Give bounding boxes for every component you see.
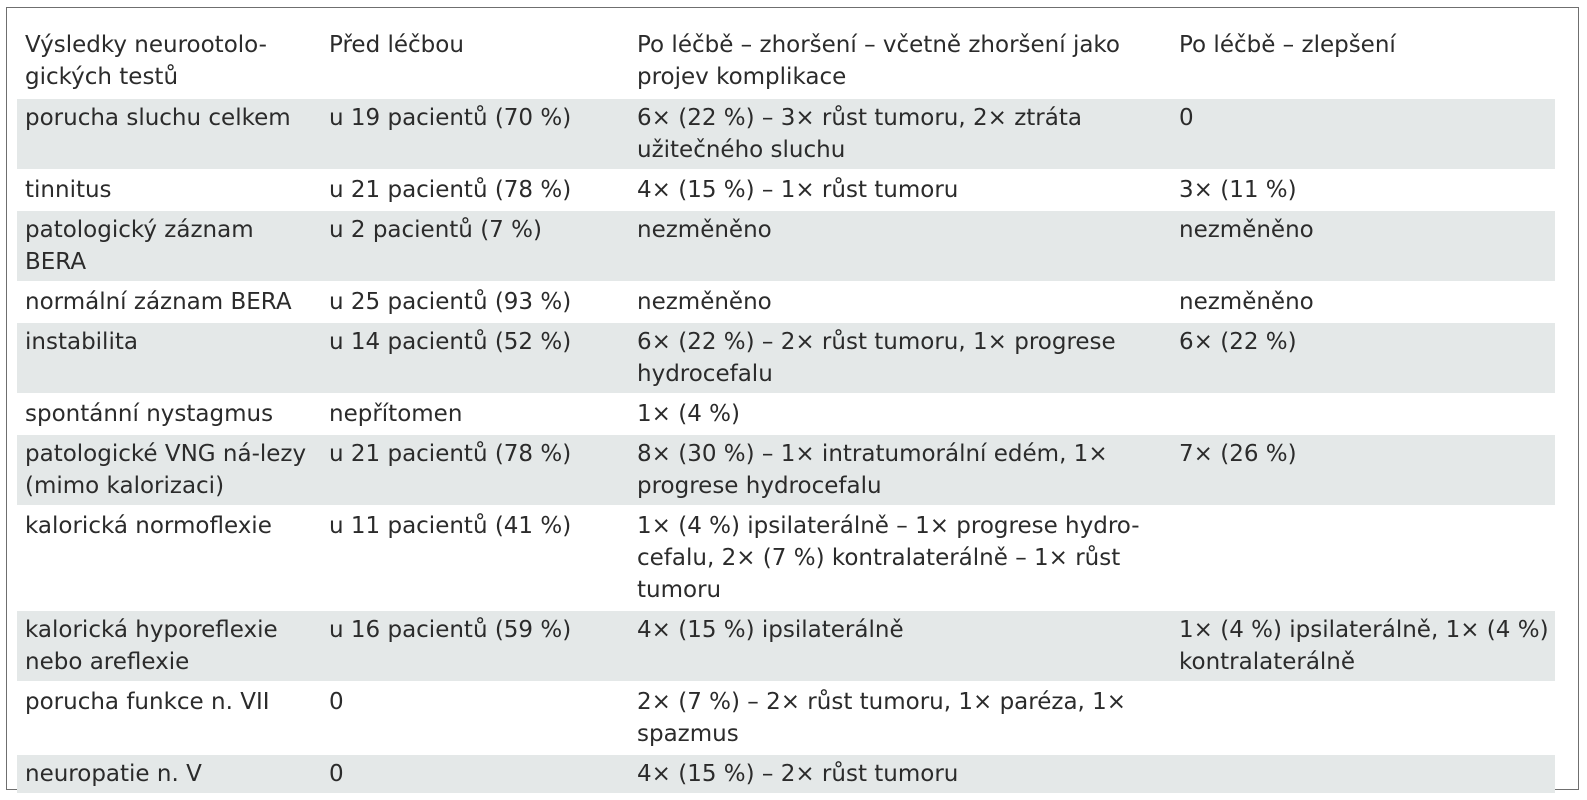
- cell-worse: 4× (15 %) – 2× růst tumoru: [637, 761, 959, 787]
- cell-test: porucha funkce n. VII: [25, 689, 270, 715]
- cell-before: 0: [329, 761, 344, 787]
- header-tests: Výsledky neurootolo-gických testů: [25, 32, 267, 90]
- cell-test: kalorická normoflexie: [25, 513, 272, 539]
- cell-test: kalorická hyporeflexie nebo areflexie: [25, 617, 278, 675]
- cell-worse: 2× (7 %) – 2× růst tumoru, 1× paréza, 1× spazmus: [637, 689, 1127, 747]
- cell-test: patologický záznam BERA: [25, 217, 254, 275]
- cell-before: u 21 pacientů (78 %): [329, 177, 572, 203]
- cell-test: normální záznam BERA: [25, 289, 292, 315]
- cell-worse: 6× (22 %) – 2× růst tumoru, 1× progrese hydrocefalu: [637, 329, 1116, 387]
- table-row: [17, 682, 1555, 754]
- cell-test: neuropatie n. V: [25, 761, 202, 787]
- cell-better: 3× (11 %): [1179, 177, 1297, 203]
- cell-before: u 25 pacientů (93 %): [329, 289, 572, 315]
- table-row: [17, 170, 1555, 210]
- cell-test: porucha sluchu celkem: [25, 105, 291, 131]
- cell-test: instabilita: [25, 329, 138, 355]
- header-after-better: Po léčbě – zlepšení: [1179, 32, 1396, 58]
- cell-worse: nezměněno: [637, 217, 772, 243]
- cell-before: u 14 pacientů (52 %): [329, 329, 572, 355]
- cell-test: patologické VNG ná-lezy (mimo kalorizaci): [25, 441, 307, 499]
- cell-before: 0: [329, 689, 344, 715]
- cell-better: [1171, 754, 1555, 793]
- cell-better: [1171, 394, 1555, 434]
- results-table: [17, 23, 1555, 793]
- cell-before: u 21 pacientů (78 %): [329, 441, 572, 467]
- cell-worse: nezměněno: [637, 289, 772, 315]
- table-row: [17, 506, 1555, 610]
- header-before: Před léčbou: [329, 32, 464, 58]
- cell-test: spontánní nystagmus: [25, 401, 274, 427]
- table-row: [17, 210, 1555, 282]
- cell-worse: 1× (4 %): [637, 401, 740, 427]
- cell-before: u 11 pacientů (41 %): [329, 513, 572, 539]
- cell-before: u 16 pacientů (59 %): [329, 617, 572, 643]
- table-row: [17, 322, 1555, 394]
- cell-better: nezměněno: [1179, 289, 1314, 315]
- cell-better: nezměněno: [1179, 217, 1314, 243]
- header-after-worse: Po léčbě – zhoršení – včetně zhoršení jako projev komplikace: [637, 32, 1120, 90]
- cell-before: nepřítomen: [329, 401, 463, 427]
- cell-better: 7× (26 %): [1179, 441, 1297, 467]
- table-row: [17, 434, 1555, 506]
- cell-better: 0: [1179, 105, 1194, 131]
- table-row: [17, 98, 1555, 170]
- cell-before: u 19 pacientů (70 %): [329, 105, 572, 131]
- cell-better: 1× (4 %) ipsilaterálně, 1× (4 %) kontralaterálně: [1179, 617, 1549, 675]
- cell-better: 6× (22 %): [1179, 329, 1297, 355]
- cell-better: [1171, 506, 1555, 610]
- cell-better: [1171, 682, 1555, 754]
- table-row: [17, 754, 1555, 793]
- table-row: [17, 610, 1555, 682]
- header-row: [17, 23, 1555, 98]
- table-row: [17, 394, 1555, 434]
- cell-worse: 8× (30 %) – 1× intratumorální edém, 1× progrese hydrocefalu: [637, 441, 1108, 499]
- cell-worse: 6× (22 %) – 3× růst tumoru, 2× ztráta užitečného sluchu: [637, 105, 1082, 163]
- cell-worse: 1× (4 %) ipsilaterálně – 1× progrese hydro-cefalu, 2× (7 %) kontralaterálně – 1× růst tumoru: [637, 513, 1140, 603]
- cell-before: u 2 pacientů (7 %): [329, 217, 542, 243]
- cell-test: tinnitus: [25, 177, 112, 203]
- cell-worse: 4× (15 %) ipsilaterálně: [637, 617, 904, 643]
- table-row: [17, 282, 1555, 322]
- cell-worse: 4× (15 %) – 1× růst tumoru: [637, 177, 959, 203]
